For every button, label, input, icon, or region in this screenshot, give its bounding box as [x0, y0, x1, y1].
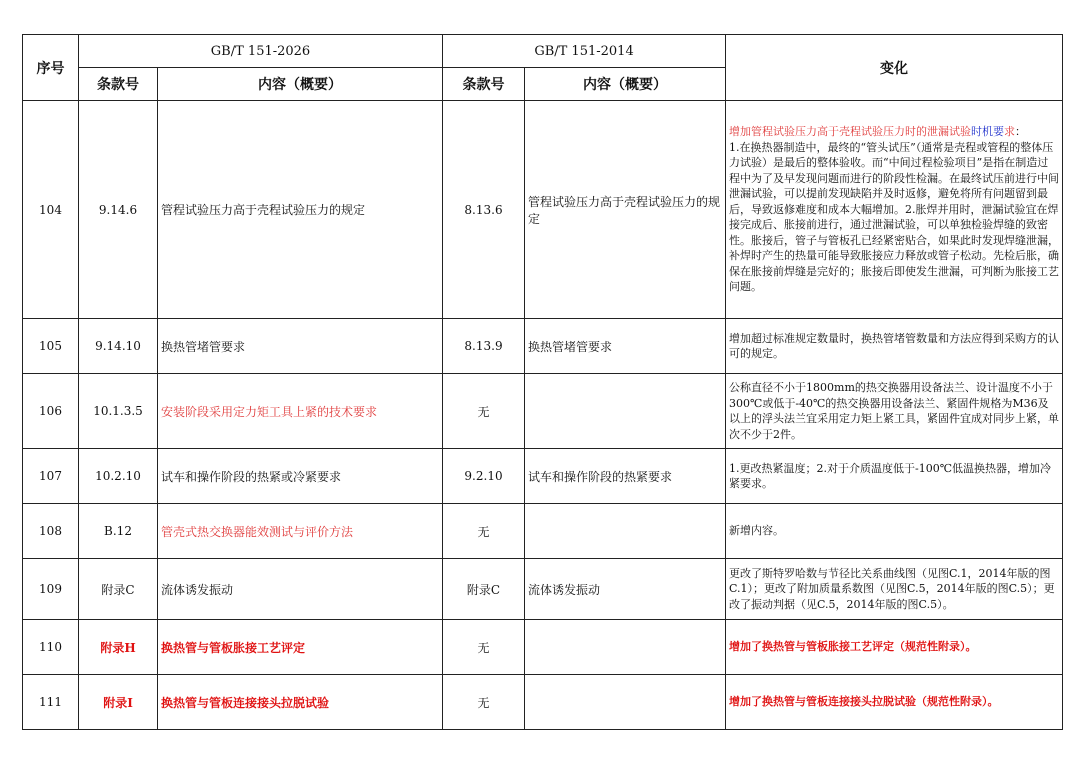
row-old-content — [525, 504, 726, 559]
header-old-content: 内容（概要） — [525, 68, 726, 101]
row-old-content: 流体诱发振动 — [525, 559, 726, 620]
row-seq: 110 — [23, 620, 79, 675]
row-new-content: 流体诱发振动 — [158, 559, 443, 620]
row-old-content — [525, 374, 726, 449]
header-old-standard: GB/T 151-2014 — [443, 35, 726, 68]
row-seq: 108 — [23, 504, 79, 559]
change-lead-red-2: 求 — [1004, 125, 1016, 139]
row-change: 公称直径不小于1800mm的热交换器用设备法兰、设计温度不小于300℃或低于-40℃的热交换器用设备法兰、紧固件规格为M36及以上的浮头法兰宜采用定力矩上紧工具，紧固件宜成对同步上紧，单次不少于2件。 — [726, 374, 1063, 449]
row-old-clause: 无 — [443, 620, 525, 675]
header-row-1 — [23, 35, 1063, 68]
table-row — [23, 620, 1063, 675]
row-change: 1.更改热紧温度；2.对于介质温度低于-100℃低温换热器，增加冷紧要求。 — [726, 449, 1063, 504]
row-change: 更改了斯特罗哈数与节径比关系曲线图（见图C.1，2014年版的图C.1）；更改了附加质量系数图（见图C.5，2014年版的图C.5）；更改了振动判据（见C.5，2014年版的图C.5）。 — [726, 559, 1063, 620]
row-new-clause: 9.14.6 — [79, 101, 158, 319]
row-old-clause: 9.2.10 — [443, 449, 525, 504]
row-new-clause: 附录I — [79, 675, 158, 730]
change-lead-tail: ： — [1015, 125, 1027, 139]
table-row — [23, 449, 1063, 504]
row-old-content — [525, 675, 726, 730]
row-change: 增加超过标准规定数量时，换热管堵管数量和方法应得到采购方的认可的规定。 — [726, 319, 1063, 374]
row-old-clause: 无 — [443, 504, 525, 559]
row-seq: 106 — [23, 374, 79, 449]
row-seq: 109 — [23, 559, 79, 620]
row-old-content — [525, 620, 726, 675]
row-seq: 107 — [23, 449, 79, 504]
row-old-clause: 8.13.9 — [443, 319, 525, 374]
row-new-clause: B.12 — [79, 504, 158, 559]
change-body: 1.在换热器制造中，最终的“管头试压”（通常是壳程或管程的整体压力试验）是最后的整体验收。而“中间过程检验项目”是指在制造过程中为了及早发现问题而进行的阶段性检漏。在最终试压前进行中间泄漏试验，可以提前发现缺陷并及时返修，避免将所有问题留到最后，导致返修难度和成本大幅增加。2.胀焊并用时，泄漏试验宜在焊接完成后、胀接前进行，通过泄漏试验，可以单独检验焊缝的致密性。胀接后，管子与管板孔已经紧密贴合，如果此时发现焊缝泄漏，补焊时产生的热量可能导致胀接应力释放或管子松动。先检后胀，确保在胀接前焊缝是完好的；胀接后即使发生泄漏，可判断为胀接工艺问题。 — [729, 140, 1060, 294]
row-new-clause: 附录H — [79, 620, 158, 675]
change-lead-red: 增加管程试验压力高于壳程试验压力时的泄漏试验 — [729, 125, 972, 139]
row-new-clause: 附录C — [79, 559, 158, 620]
row-new-content: 换热管与管板连接接头拉脱试验 — [158, 675, 443, 730]
header-seq: 序号 — [23, 35, 79, 101]
row-change: 增加了换热管与管板连接接头拉脱试验（规范性附录）。 — [726, 675, 1063, 730]
row-new-clause: 10.1.3.5 — [79, 374, 158, 449]
header-change: 变化 — [726, 35, 1063, 101]
table-row — [23, 504, 1063, 559]
table-row — [23, 675, 1063, 730]
row-change: 增加了换热管与管板胀接工艺评定（规范性附录）。 — [726, 620, 1063, 675]
row-seq: 104 — [23, 101, 79, 319]
header-new-content: 内容（概要） — [158, 68, 443, 101]
row-old-clause: 无 — [443, 675, 525, 730]
row-new-content: 管程试验压力高于壳程试验压力的规定 — [158, 101, 443, 319]
header-new-clause: 条款号 — [79, 68, 158, 101]
header-old-clause: 条款号 — [443, 68, 525, 101]
row-old-content: 试车和操作阶段的热紧要求 — [525, 449, 726, 504]
table-row — [23, 374, 1063, 449]
row-old-clause: 8.13.6 — [443, 101, 525, 319]
table-row — [23, 319, 1063, 374]
row-new-clause: 10.2.10 — [79, 449, 158, 504]
row-old-clause: 附录C — [443, 559, 525, 620]
row-new-content: 换热管与管板胀接工艺评定 — [158, 620, 443, 675]
row-change: 新增内容。 — [726, 504, 1063, 559]
row-old-content: 换热管堵管要求 — [525, 319, 726, 374]
header-new-standard: GB/T 151-2026 — [79, 35, 443, 68]
row-old-content: 管程试验压力高于壳程试验压力的规定 — [525, 101, 726, 319]
row-old-clause: 无 — [443, 374, 525, 449]
row-seq: 111 — [23, 675, 79, 730]
row-new-content: 试车和操作阶段的热紧或冷紧要求 — [158, 449, 443, 504]
row-new-content: 安装阶段采用定力矩工具上紧的技术要求 — [158, 374, 443, 449]
comparison-table — [22, 34, 1063, 730]
change-lead-blue: 时机要 — [971, 125, 1005, 139]
row-seq: 105 — [23, 319, 79, 374]
table-row — [23, 101, 1063, 319]
row-change — [726, 101, 1063, 319]
row-new-content: 换热管堵管要求 — [158, 319, 443, 374]
row-new-content: 管壳式热交换器能效测试与评价方法 — [158, 504, 443, 559]
table-row — [23, 559, 1063, 620]
row-new-clause: 9.14.10 — [79, 319, 158, 374]
